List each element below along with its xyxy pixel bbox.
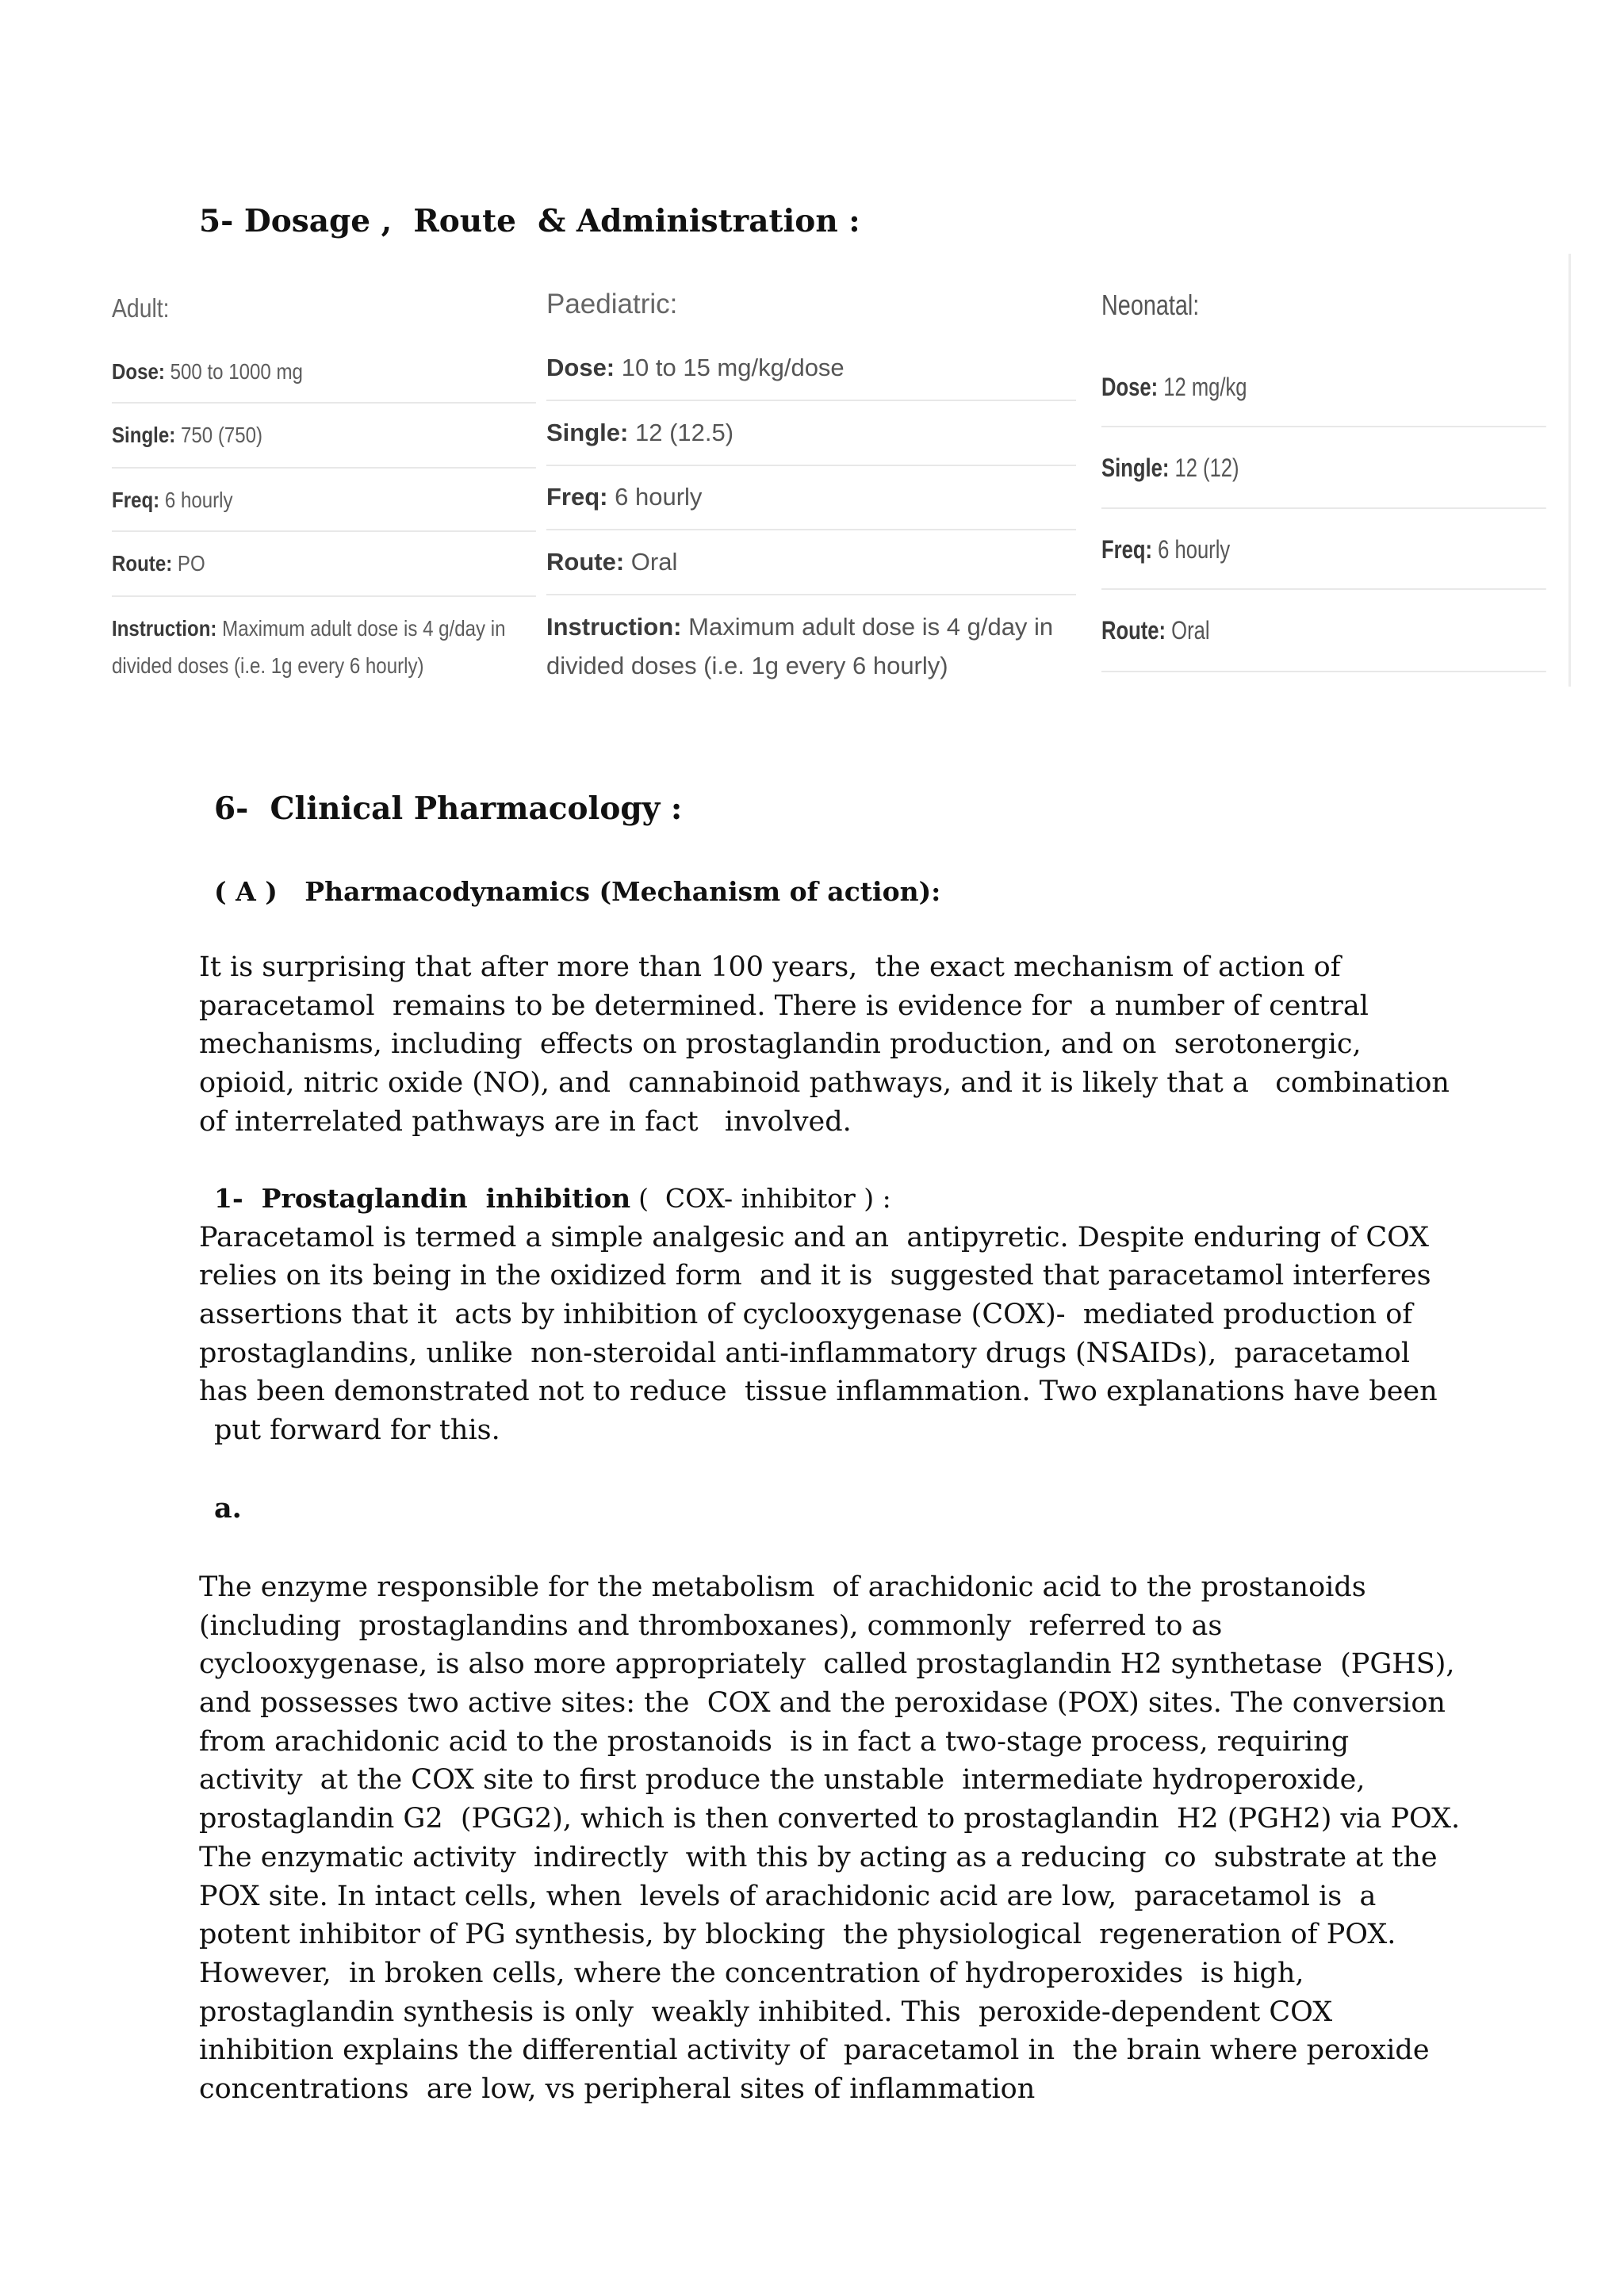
instruction-row	[112, 610, 536, 684]
row-divider	[112, 467, 536, 469]
paragraph-line: paracetamol remains to be determined. There is evidence for a number of central	[199, 989, 1369, 1022]
paragraph-line: The enzyme responsible for the metabolism of arachidonic acid to the prostanoids	[199, 1571, 1366, 1603]
row-divider	[112, 530, 536, 532]
intro-paragraph	[199, 948, 1450, 1141]
row-value: Maximum adult dose is 4 g/day in divided doses (i.e. 1g every 6 hourly)	[112, 616, 506, 678]
prostaglandin-inhibition-point	[199, 1180, 1438, 1450]
point-heading	[199, 1180, 1438, 1219]
single-row	[112, 421, 536, 450]
dosage-column-paediatric	[546, 0, 1076, 714]
column-title: Adult:	[112, 293, 170, 323]
paragraph-line: However, in broken cells, where the concentration of hydroperoxides is high,	[199, 1957, 1304, 1989]
paragraph-line: concentrations are low, vs peripheral sites of inflammation	[199, 2072, 1036, 2105]
instruction-row	[546, 607, 1076, 685]
row-value: 10 to 15 mg/kg/dose	[621, 354, 845, 381]
freq-row	[546, 482, 1076, 512]
row-divider	[1101, 671, 1546, 672]
paragraph-line: and possesses two active sites: the COX and the peroxidase (POX) sites. The conversion	[199, 1687, 1446, 1720]
row-divider	[546, 465, 1076, 466]
paragraph-line: It is surprising that after more than 100 years, the exact mechanism of action of	[199, 951, 1341, 983]
paragraph-line: The enzymatic activity indirectly with this by acting as a reducing co substrate at the	[199, 1841, 1438, 1873]
enzyme-paragraph	[199, 1568, 1460, 2109]
paragraph-line: prostaglandin synthesis is only weakly inhibited. This peroxide-dependent COX	[199, 1996, 1333, 2028]
row-label: Route:	[112, 551, 173, 576]
section-heading-clinical-pharmacology: 6- Clinical Pharmacology :	[214, 790, 683, 827]
row-label: Freq:	[1101, 535, 1152, 564]
paragraph-line: Paracetamol is termed a simple analgesic and an antipyretic. Despite enduring of COX	[199, 1221, 1430, 1253]
dose-row	[1101, 371, 1546, 403]
row-label: Dose:	[546, 354, 615, 381]
row-value: 12 (12)	[1174, 453, 1239, 482]
subheading-pharmacodynamics: ( A ) Pharmacodynamics (Mechanism of action):	[214, 876, 941, 907]
paragraph-line: potent inhibitor of PG synthesis, by blocking the physiological regeneration of POX.	[199, 1919, 1396, 1951]
row-value: Maximum adult dose is 4 g/day in divided doses (i.e. 1g every 6 hourly)	[546, 613, 1054, 679]
row-label: Single:	[112, 423, 176, 447]
paragraph-line: cyclooxygenase, is also more appropriately called prostaglandin H2 synthetase (PGHS),	[199, 1648, 1455, 1681]
row-label: Instruction:	[112, 616, 217, 641]
row-divider	[112, 402, 536, 404]
row-value: 6 hourly	[1158, 535, 1231, 564]
point-note: ( COX- inhibitor ) :	[638, 1183, 891, 1214]
row-label: Freq:	[546, 483, 608, 511]
row-label: Route:	[546, 548, 625, 576]
paragraph-line: inhibition explains the differential activity of paracetamol in the brain where peroxide	[199, 2034, 1430, 2067]
dosage-column-adult	[112, 0, 536, 714]
freq-row	[1101, 534, 1546, 565]
freq-row	[112, 486, 536, 515]
row-label: Single:	[546, 419, 629, 446]
row-divider	[546, 529, 1076, 530]
section-heading-dosage: 5- Dosage , Route & Administration :	[199, 203, 860, 239]
paragraph-line: relies on its being in the oxidized form and it is suggested that paracetamol interferes	[199, 1260, 1431, 1292]
row-label: Dose:	[112, 359, 165, 384]
row-label: Freq:	[112, 488, 160, 512]
row-value: 12 (12.5)	[634, 419, 734, 446]
route-row	[546, 547, 1076, 577]
list-marker-a: a.	[214, 1492, 242, 1525]
dosage-column-neonatal	[1101, 0, 1546, 714]
paragraph-line: put forward for this.	[214, 1414, 500, 1447]
paragraph-line: prostaglandin G2 (PGG2), which is then converted to prostaglandin H2 (PGH2) via POX.	[199, 1803, 1461, 1835]
paragraph-line: has been demonstrated not to reduce tissue inflammation. Two explanations have been	[199, 1376, 1438, 1408]
dosage-table	[0, 0, 1624, 714]
paragraph-line: assertions that it acts by inhibition of cyclooxygenase (COX)- mediated production of	[199, 1299, 1413, 1331]
paragraph-line: of interrelated pathways are in fact involved.	[199, 1105, 852, 1138]
paragraph-line: from arachidonic acid to the prostanoids is in fact a two-stage process, requiring	[199, 1725, 1350, 1758]
row-label: Route:	[1101, 616, 1166, 645]
paragraph-line: (including prostaglandins and thromboxanes), commonly referred to as	[199, 1609, 1223, 1642]
table-edge-line	[1568, 254, 1571, 687]
row-label: Instruction:	[546, 613, 682, 641]
paragraph-line: opioid, nitric oxide (NO), and cannabinoid pathways, and it is likely that a combination	[199, 1067, 1450, 1100]
row-divider	[1101, 588, 1546, 590]
paragraph-line: POX site. In intact cells, when levels of arachidonic acid are low, paracetamol is a	[199, 1880, 1377, 1912]
row-value: 500 to 1000 mg	[170, 359, 303, 384]
row-divider	[546, 594, 1076, 595]
single-row	[1101, 452, 1546, 484]
paragraph-line: prostaglandins, unlike non-steroidal anti-inflammatory drugs (NSAIDs), paracetamol	[199, 1337, 1411, 1369]
row-value: Oral	[630, 548, 678, 576]
dose-row	[546, 353, 1076, 383]
row-divider	[1101, 426, 1546, 427]
row-value: 750 (750)	[180, 423, 263, 447]
point-title: 1- Prostaglandin inhibition	[214, 1183, 631, 1214]
column-title: Paediatric:	[546, 289, 678, 320]
row-value: 6 hourly	[164, 488, 233, 512]
single-row	[546, 418, 1076, 448]
row-label: Dose:	[1101, 373, 1159, 401]
row-divider	[1101, 507, 1546, 509]
paragraph-line: activity at the COX site to first produce the unstable intermediate hydroperoxide,	[199, 1764, 1365, 1797]
row-value: Oral	[1171, 616, 1210, 645]
row-value: 12 mg/kg	[1163, 373, 1247, 401]
row-label: Single:	[1101, 453, 1170, 482]
route-row	[112, 549, 536, 578]
column-title: Neonatal:	[1101, 289, 1200, 321]
dose-row	[112, 358, 536, 386]
row-divider	[112, 595, 536, 597]
paragraph-line: mechanisms, including effects on prostaglandin production, and on serotonergic,	[199, 1028, 1362, 1061]
row-value: 6 hourly	[615, 483, 703, 511]
row-value: PO	[177, 551, 205, 576]
row-divider	[546, 400, 1076, 401]
route-row	[1101, 614, 1546, 646]
